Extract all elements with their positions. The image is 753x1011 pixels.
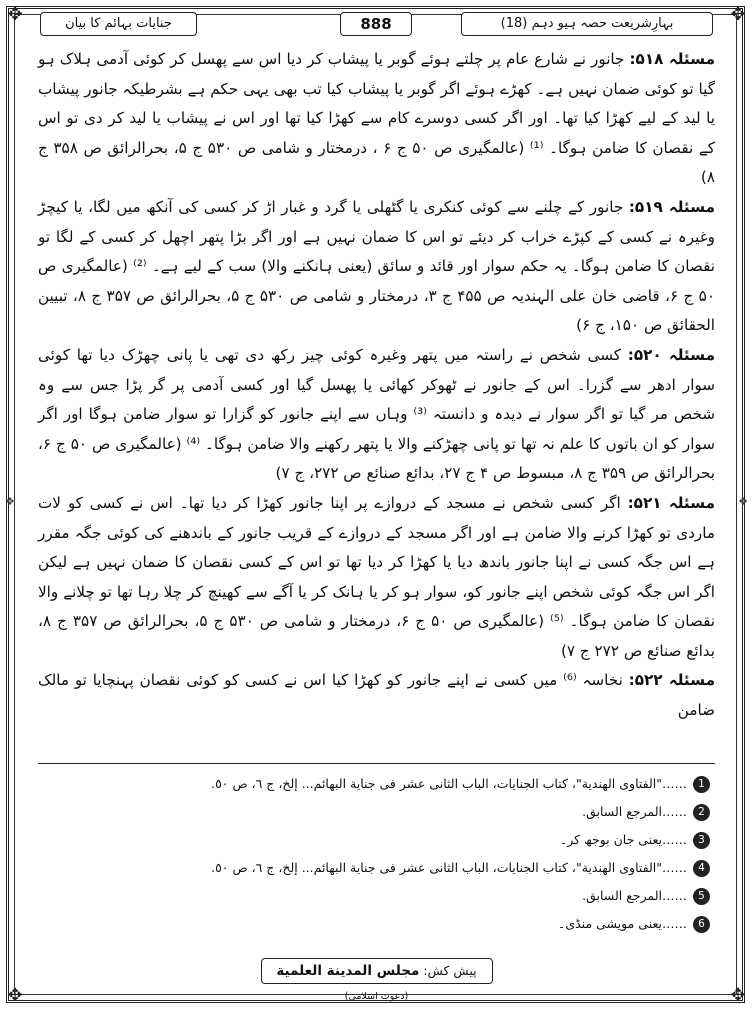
footnote-number: 1 — [693, 776, 710, 793]
footnote-number: 3 — [693, 832, 710, 849]
footnote-text: ……یعنی مویشی منڈی۔ — [558, 916, 687, 931]
paragraph-text: جانور کے چلنے سے کوئی کنکری یا گٹھلی یا گرد و غبار اڑ کر کسی کی آنکھ میں لگا، یا کیچڑ وغیرہ نے کسی کے کپڑے خراب کر دیئے تو اس کا ضمان نہیں ہے اور اگر بڑا پتھر اچھل کر کسی کے لگا تو نقصان کا ضامن ہوگا۔ یہ حکم سوار اور قائد و سائق (یعنی ہانکنے والا) سب کے لیے ہے۔ ⁽²⁾ (عالمگیری ص ۵۰ ج ۶، قاضی خان علی الہندیہ ص ۴۵۵ ج ۳، درمختار و شامی ص ۵۳۰ ج ۵، بحرالرائق ص ۳۵۷ ج ۸، تبیین الحقائق ص ۱۵۰، ج ۶) — [38, 197, 715, 335]
footnote-number: 4 — [693, 860, 710, 877]
main-text — [38, 45, 715, 760]
footnote-text: ……المرجع السابق. — [582, 804, 687, 819]
paragraph-text: اگر کسی شخص نے مسجد کے دروازے پر اپنا جانور کھڑا کر دیا تھا۔ اس نے کسی کو لات ماردی تو کھڑا کرنے والا ضامن ہے اور اگر مسجد کے دروازے کے قریب جانور کے باندھنے کی کوئی جگہ مقرر ہے اس جگہ کسی نے اپنا جانور باندھ دیا یا کھڑا کر دیا تھا تو اس کے کسی نقصان کا ضمان نہیں ہے لیکن اگر اس جگہ کوئی شخص اپنے جانور کو، سوار ہو کر یا ہانک کر یا آگے سے کھینچ کر چلا رہا تھا تو چلانے والا نقصان کا ضامن ہوگا۔ ⁽⁵⁾ (عالمگیری ص ۵۰ ج ۶، درمختار و شامی ص ۵۳۰ ج ۵، بحرالرائق ص ۳۵۷ ج ۸، بدائع صنائع ص ۲۷۲ ج ۷) — [38, 493, 715, 660]
footnote-text: ……"الفتاوی الهندیة"، کتاب الجنایات، الباب الثانی عشر فی جنایة البهائم... إلخ، ج ٦، ص ٥٠. — [211, 776, 687, 791]
footnote-item — [50, 854, 710, 882]
masala-label: مسئلہ ۵۱۸: — [629, 50, 715, 68]
paragraph-masala-519 — [38, 193, 715, 341]
chapter-title: جنایات بہائم کا بیان — [40, 12, 197, 36]
paragraph-masala-518 — [38, 45, 715, 193]
footnote-item — [50, 798, 710, 826]
side-ornament-icon: ❖ — [5, 495, 15, 508]
book-title: بہارِشریعت حصہ ہیو دہم (18) — [461, 12, 713, 36]
footnote-text: ……المرجع السابق. — [582, 888, 687, 903]
corner-ornament-icon: ✥ — [7, 4, 23, 25]
paragraph-masala-520 — [38, 341, 715, 489]
paragraph-masala-522 — [38, 666, 715, 725]
corner-ornament-icon: ✥ — [7, 985, 23, 1006]
side-ornament-icon: ❖ — [738, 495, 748, 508]
page-header — [40, 12, 713, 36]
footnote-number: 5 — [693, 888, 710, 905]
footnote-number: 2 — [693, 804, 710, 821]
footnote-item — [50, 770, 710, 798]
footnote-text: ……"الفتاوی الهندیة"، کتاب الجنایات، الباب الثانی عشر فی جنایة البهائم... إلخ، ج ٦، ص ٥٠. — [211, 860, 687, 875]
paragraph-text: جانور نے شارع عام پر چلتے ہوئے گوبر یا پیشاب کر دیا اس سے پھسل کر کوئی آدمی ہلاک ہو گیا تو کوئی ضمان نہیں ہے۔ کھڑے ہوئے اگر گوبر یا پیشاب کیا تب بھی یہی حکم ہے بشرطیکہ جانور پیشاب یا لید کے لیے کھڑا کیا تھا۔ اور اگر کسی دوسرے کام سے کھڑا کیا تھا اور اس نے پیشاب یا لید کر دی تو اس کے نقصان کا ضامن ہوگا۔ ⁽¹⁾ (عالمگیری ص ۵۰ ج ۶ ، درمختار و شامی ص ۵۳۰ ج ۵، بحرالرائق ص ۳۵۸ ج ۸) — [38, 50, 715, 187]
corner-ornament-icon: ✥ — [730, 985, 746, 1006]
footnote-item — [50, 826, 710, 854]
footnote-item — [50, 882, 710, 910]
publisher-name: مجلس المدینة العلمیة — [276, 963, 420, 979]
footer-prefix: پیش کش: — [423, 963, 477, 978]
footnote-divider — [38, 763, 715, 764]
masala-label: مسئلہ ۵۲۰: — [627, 345, 715, 364]
masala-label: مسئلہ ۵۲۲: — [628, 671, 715, 690]
footnotes — [50, 770, 710, 938]
masala-label: مسئلہ ۵۱۹: — [628, 197, 715, 216]
footnote-text: ……یعنی جان بوجھ کر۔ — [559, 832, 687, 847]
footnote-number: 6 — [693, 916, 710, 933]
page-number: 888 — [340, 12, 412, 36]
publisher-footer — [261, 958, 493, 1002]
paragraph-text: کسی شخص نے راستہ میں پتھر وغیرہ کوئی چیز رکھ دی تھی یا پانی چھڑک دیا تھا کوئی سوار ادھر سے گزرا۔ اس کے جانور نے ٹھوکر کھائی یا پھسل گیا اور کسی آدمی پر گر پڑا جس سے وہ شخص مر گیا تو اگر سوار نے دیدہ و دانستہ ⁽³⁾ وہاں سے اپنے جانور کو گزارا تو سوار ضامن ہوگا اور اگر سوار کو ان باتوں کا علم نہ تھا تو پانی چھڑکنے والا یا پتھر رکھنے والا ضامن ہوگا۔ ⁽⁴⁾ (عالمگیری ص ۵۰ ج ۶، بحرالرائق ص ۳۵۹ ج ۸، مبسوط ص ۴ ج ۲۷، بدائع صنائع ص ۲۷۲، ج ۷) — [38, 345, 715, 483]
paragraph-masala-521 — [38, 489, 715, 667]
masala-label: مسئلہ ۵۲۱: — [627, 493, 715, 512]
footnote-item — [50, 910, 710, 938]
paragraph-text: نخاسہ ⁽⁶⁾ میں کسی نے اپنے جانور کو کھڑا کیا اس نے کسی کو کوئی نقصان پہنچایا تو مالک ضامن — [38, 671, 715, 720]
corner-ornament-icon: ✥ — [730, 4, 746, 25]
publisher-suffix: (دعوت اسلامی) — [344, 991, 409, 1002]
